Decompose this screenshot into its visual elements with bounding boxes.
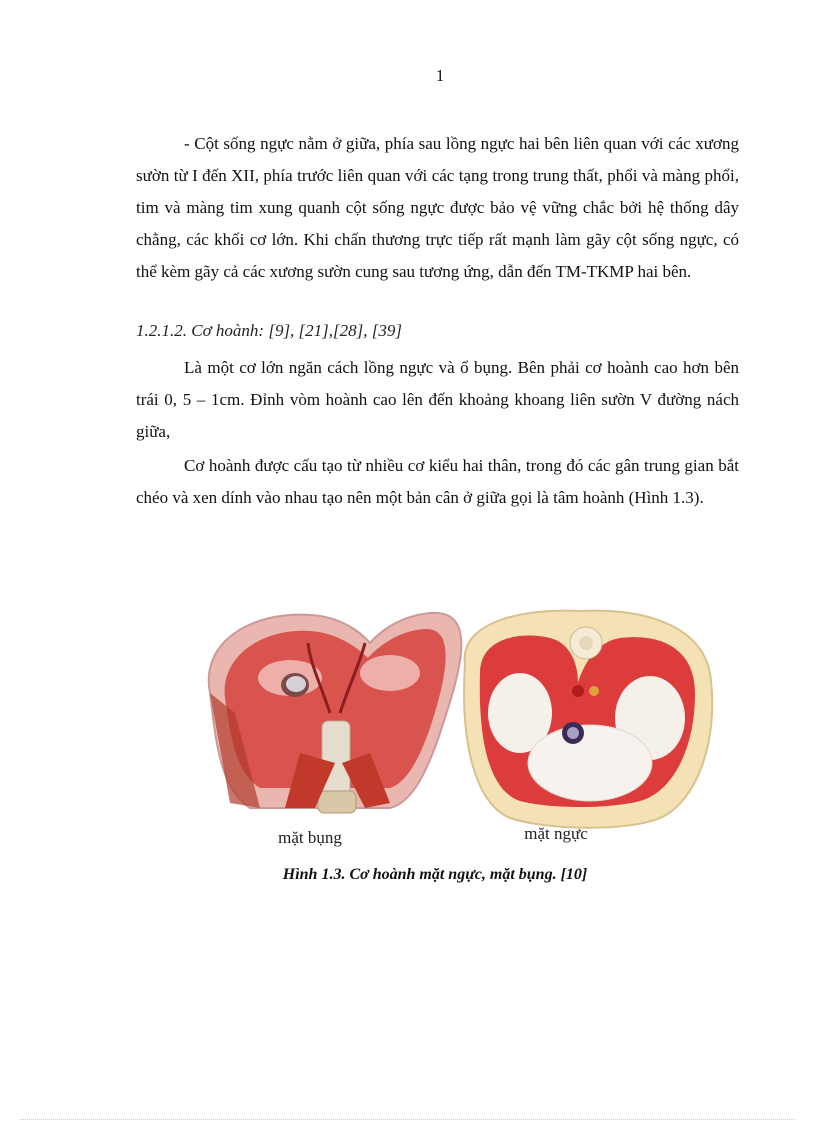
- paragraph-diaphragm-structure: [136, 450, 739, 514]
- figure-caption: Hình 1.3. Cơ hoành mặt ngực, mặt bụng. [10]: [282, 866, 588, 883]
- thoracic-view-label: mặt ngực: [524, 824, 588, 843]
- abdominal-view-image: [209, 613, 462, 813]
- section-heading: 1.2.1.2. Cơ hoành: [9], [21],[28], [39]: [136, 321, 402, 340]
- anatomy-figure: [190, 603, 720, 853]
- diaphragm-illustration: [190, 603, 720, 853]
- page-number: 1: [435, 66, 445, 85]
- paragraph-diaphragm-intro: [136, 352, 739, 448]
- paragraph-text: Cơ hoành được cấu tạo từ nhiều cơ kiểu hai thân, trong đó các gân trung gian bắt chéo và xen dính vào nhau tạo nên một bản cân ở giữa gọi là tâm hoành (Hình 1.3).: [136, 456, 739, 507]
- paragraph-text: - Cột sống ngực nằm ở giữa, phía sau lồng ngực hai bên liên quan với các xương sườn từ I đến XII, phía trước liên quan với các tạng trong trung thất, phổi và màng phổi, tim và màng tim xung quanh cột sống ngực được bảo vệ vững chắc bởi hệ thống dây chằng, các khối cơ lớn. Khi chấn thương trực tiếp rất mạnh làm gãy cột sống ngực, có thể kèm gãy cả các xương sườn cung sau tương ứng, dẫn đến TM-TKMP hai bên.: [136, 134, 739, 281]
- paragraph-text: Là một cơ lớn ngăn cách lồng ngực và ổ bụng. Bên phải cơ hoành cao hơn bên trái 0, 5 – 1cm. Đỉnh vòm hoành cao lên đến khoảng khoang liên sườn V đường nách giữa,: [136, 358, 739, 441]
- page-bottom-rule: [20, 1119, 796, 1120]
- abdominal-view-label: mặt bụng: [278, 828, 342, 847]
- thoracic-view-image: [464, 611, 712, 828]
- paragraph-thoracic-spine: [136, 128, 739, 288]
